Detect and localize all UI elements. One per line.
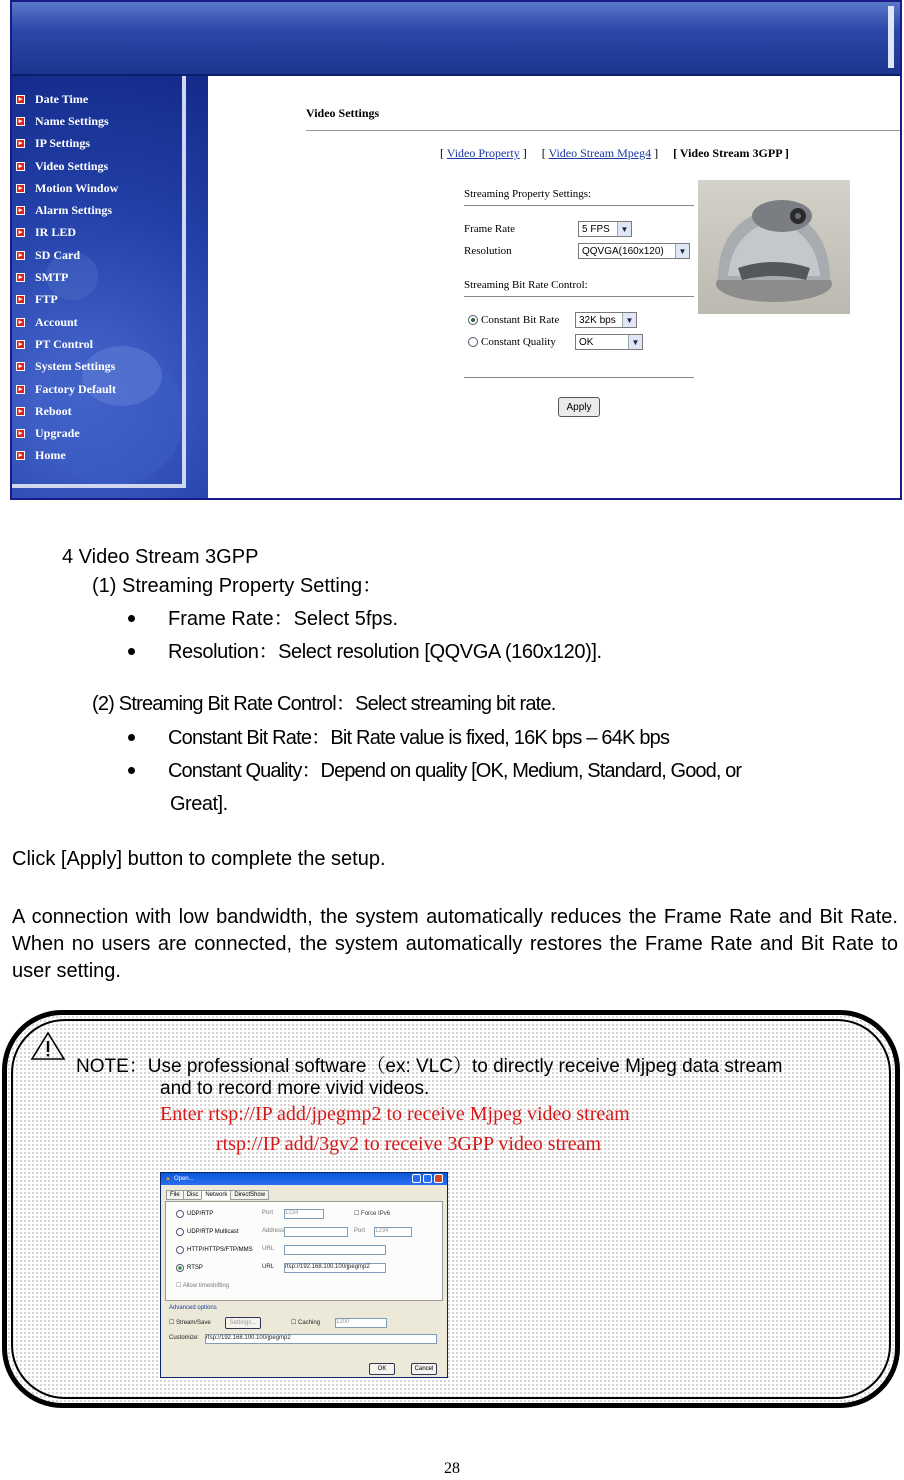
title-divider: [306, 130, 900, 131]
bit-rate-value: 32K bps: [579, 314, 616, 326]
resolution-label: Resolution: [464, 245, 512, 257]
arrow-icon: ▸: [16, 95, 25, 104]
sidebar-item-label: Name Settings: [35, 113, 109, 128]
radio-icon: [176, 1228, 184, 1236]
port-label: Port: [354, 1228, 366, 1234]
caching-label: Caching: [298, 1320, 321, 1326]
arrow-icon: ▸: [16, 340, 25, 349]
tab-video-stream-mpeg4[interactable]: Video Stream Mpeg4: [548, 146, 652, 160]
camera-illustration: [698, 180, 850, 314]
timeshift-checkbox[interactable]: ☐ Allow timeshifting: [176, 1283, 230, 1289]
arrow-icon: ▸: [16, 407, 25, 416]
option-label: HTTP/HTTPS/FTP/MMS: [187, 1247, 253, 1253]
frame-rate-row: [464, 218, 694, 240]
settings-button[interactable]: Settings...: [225, 1317, 261, 1329]
option-rtsp[interactable]: [176, 1264, 203, 1272]
arrow-icon: ▸: [16, 318, 25, 327]
resolution-value: QQVGA(160x120): [582, 245, 664, 257]
sidebar-item-label: SD Card: [35, 247, 81, 262]
bullet-resolution: Resolution：Select resolution [QQVGA (160x120)].: [168, 641, 602, 663]
sidebar-item-pt-control[interactable]: [16, 333, 118, 355]
camera-photo: [698, 180, 850, 314]
stream-save-checkbox[interactable]: ☐ Stream/Save: [169, 1320, 211, 1326]
tab-video-stream-3gpp[interactable]: [ Video Stream 3GPP ]: [673, 146, 789, 160]
sidebar-item-label: Video Settings: [35, 158, 109, 173]
quality-value: OK: [579, 336, 594, 348]
bullet-icon: [128, 767, 135, 774]
chevron-down-icon: ▼: [622, 313, 636, 327]
radio-icon: [176, 1246, 184, 1254]
frame-rate-label: Frame Rate: [464, 223, 516, 235]
ok-button[interactable]: OK: [369, 1363, 395, 1375]
sidebar-item-video-settings[interactable]: [16, 155, 118, 177]
maximize-icon[interactable]: [423, 1174, 432, 1183]
network-panel: [165, 1201, 443, 1301]
caching-checkbox[interactable]: ☐ Caching: [291, 1320, 321, 1326]
customize-label: Customize:: [169, 1335, 200, 1341]
arrow-icon: ▸: [16, 184, 25, 193]
sidebar-item-reboot[interactable]: [16, 400, 118, 422]
arrow-icon: ▸: [16, 139, 25, 148]
sidebar-item-label: PT Control: [35, 336, 93, 351]
sidebar-item-label: System Settings: [35, 359, 116, 374]
option-label: RTSP: [187, 1265, 203, 1271]
sidebar-item-label: Motion Window: [35, 180, 119, 195]
dialog-titlebar: [161, 1173, 447, 1185]
rtsp-3gpp-instruction: rtsp://IP add/3gv2 to receive 3GPP video stream: [216, 1133, 602, 1155]
cancel-button[interactable]: Cancel: [411, 1363, 437, 1375]
form-divider: [464, 296, 694, 297]
tab-disc[interactable]: Disc: [183, 1190, 203, 1200]
sidebar-item-label: Factory Default: [35, 381, 116, 396]
stream-save-label: Stream/Save: [176, 1320, 211, 1326]
sidebar-item-home[interactable]: [16, 445, 118, 467]
note-line-1: NOTE：Use professional software（ex: VLC）to directly receive Mjpeg data stream: [76, 1056, 783, 1077]
arrow-icon: ▸: [16, 273, 25, 282]
dialog-title: Open...: [173, 1176, 194, 1182]
sidebar-item-label: Alarm Settings: [35, 203, 112, 218]
sidebar-item-label: Account: [35, 314, 78, 329]
address-input[interactable]: [284, 1227, 348, 1237]
sidebar-item-label: SMTP: [35, 270, 69, 285]
chevron-down-icon: ▼: [617, 222, 631, 236]
vlc-open-dialog: [160, 1172, 448, 1378]
url-label: URL: [262, 1246, 275, 1252]
constant-quality-label: Constant Quality: [481, 336, 556, 348]
force-ipv6-label: Force IPv6: [361, 1211, 391, 1217]
arrow-icon: ▸: [16, 251, 25, 260]
advanced-options-heading: Advanced options: [169, 1305, 217, 1311]
resolution-row: [464, 240, 694, 262]
sidebar-item-alarm-settings[interactable]: [16, 199, 118, 221]
bullet-constant-quality-cont: Great].: [170, 793, 228, 815]
arrow-icon: ▸: [16, 429, 25, 438]
section-heading: 4 Video Stream 3GPP: [62, 546, 259, 568]
sidebar-item-label: Date Time: [35, 91, 89, 106]
arrow-icon: ▸: [16, 362, 25, 371]
sidebar-item-label: Upgrade: [35, 426, 80, 441]
sidebar-item-ir-led[interactable]: [16, 222, 118, 244]
frame-rate-value: 5 FPS: [582, 223, 610, 235]
sidebar-menu: [16, 88, 118, 467]
bandwidth-paragraph: A connection with low bandwidth, the system automatically reduces the Frame Rate and Bit Rate. When no users are connected, the system automatically restores the Frame Rate and Bit Rate to user setting.: [12, 906, 898, 982]
url-input[interactable]: [284, 1245, 386, 1255]
sidebar-item-account[interactable]: [16, 311, 118, 333]
tab-video-property[interactable]: Video Property: [446, 146, 520, 160]
bullet-constant-bit-rate: Constant Bit Rate：Bit Rate value is fixed, 16K bps – 64K bps: [168, 727, 670, 749]
arrow-icon: ▸: [16, 162, 25, 171]
option-udp-rtp-multicast[interactable]: [176, 1228, 238, 1236]
video-tabs: [ Video Property ] [ Video Stream Mpeg4 ] [ Video Stream 3GPP ]: [440, 146, 789, 160]
sidebar-item-sd-card[interactable]: [16, 244, 118, 266]
bullet-icon: [128, 734, 135, 741]
tab-network[interactable]: Network: [201, 1190, 231, 1200]
constant-quality-row: [464, 331, 694, 353]
warning-icon: [30, 1030, 66, 1062]
vlc-cone-icon: ▲: [165, 1176, 171, 1182]
bullet-icon: [128, 615, 135, 622]
port-input[interactable]: 1234: [284, 1209, 324, 1219]
page-number: 28: [444, 1460, 460, 1477]
constant-bit-rate-radio[interactable]: [468, 315, 478, 325]
camera-web-ui-screenshot: [10, 0, 902, 500]
bit-rate-select[interactable]: [575, 312, 637, 328]
apply-button[interactable]: Apply: [558, 397, 600, 417]
force-ipv6-checkbox[interactable]: ☐ Force IPv6: [354, 1211, 391, 1217]
sub-heading-1: (1) Streaming Property Setting：: [92, 575, 383, 597]
sidebar-item-ip-settings[interactable]: [16, 133, 118, 155]
dialog-tabs: [166, 1190, 268, 1200]
sidebar-divider: [182, 76, 186, 488]
constant-bit-rate-row: [464, 309, 694, 331]
sidebar: [12, 76, 208, 500]
tab-directshow[interactable]: DirectShow: [230, 1190, 269, 1200]
option-label: UDP/RTP Multicast: [187, 1229, 239, 1235]
bullet-constant-quality: Constant Quality：Depend on quality [OK, Medium, Standard, Good, or: [168, 760, 742, 782]
header-banner: [12, 2, 900, 76]
apply-instruction: Click [Apply] button to complete the setup.: [12, 848, 386, 870]
port-input[interactable]: 1234: [374, 1227, 412, 1237]
sidebar-bottom: [12, 484, 186, 488]
bitrate-heading: Streaming Bit Rate Control:: [464, 279, 588, 291]
minimize-icon[interactable]: [412, 1174, 421, 1183]
resolution-select[interactable]: [578, 243, 690, 259]
arrow-icon: ▸: [16, 295, 25, 304]
constant-quality-radio[interactable]: [468, 337, 478, 347]
form-divider: [464, 205, 694, 206]
banner-edge: [888, 6, 894, 68]
sidebar-item-label: FTP: [35, 292, 58, 307]
sidebar-item-factory-default[interactable]: [16, 378, 118, 400]
rtsp-url-input[interactable]: rtsp://192.168.100.100/jpegmp2: [284, 1263, 386, 1273]
streaming-property-heading: Streaming Property Settings:: [464, 188, 592, 200]
timeshift-label: Allow timeshifting: [182, 1283, 230, 1289]
radio-icon: [176, 1264, 184, 1272]
option-udp-rtp[interactable]: [176, 1210, 213, 1218]
arrow-icon: ▸: [16, 451, 25, 460]
rtsp-mjpeg-instruction: Enter rtsp://IP add/jpegmp2 to receive Mjpeg video stream: [160, 1103, 630, 1125]
sidebar-item-label: Reboot: [35, 403, 72, 418]
sidebar-item-ftp[interactable]: [16, 289, 118, 311]
note-line-2: and to record more vivid videos.: [160, 1078, 430, 1099]
sidebar-item-label: IR LED: [35, 225, 77, 240]
bullet-frame-rate: Frame Rate：Select 5fps.: [168, 608, 399, 630]
sidebar-item-smtp[interactable]: [16, 266, 118, 288]
chevron-down-icon: ▼: [675, 244, 689, 258]
radio-icon: [176, 1210, 184, 1218]
port-label: Port: [262, 1210, 274, 1216]
quality-select[interactable]: [575, 334, 643, 350]
arrow-icon: ▸: [16, 206, 25, 215]
frame-rate-select[interactable]: [578, 221, 632, 237]
bullet-icon: [128, 648, 135, 655]
arrow-icon: ▸: [16, 117, 25, 126]
sidebar-item-motion-window[interactable]: [16, 177, 118, 199]
option-label: UDP/RTP: [187, 1211, 214, 1217]
stream-settings-form: [464, 185, 694, 390]
sidebar-item-label: Home: [35, 448, 66, 463]
option-http[interactable]: [176, 1246, 253, 1254]
tab-file[interactable]: File: [166, 1190, 184, 1200]
chevron-down-icon: ▼: [628, 335, 642, 349]
address-label: Address: [262, 1228, 285, 1234]
arrow-icon: ▸: [16, 385, 25, 394]
constant-bit-rate-label: Constant Bit Rate: [481, 314, 560, 326]
sidebar-item-system-settings[interactable]: [16, 356, 118, 378]
page-title: Video Settings: [306, 106, 380, 120]
close-icon[interactable]: [434, 1174, 443, 1183]
sidebar-item-date-time[interactable]: [16, 88, 118, 110]
sidebar-item-upgrade[interactable]: [16, 422, 118, 444]
sidebar-item-label: IP Settings: [35, 136, 91, 151]
form-divider: [464, 377, 694, 378]
url-label: URL: [262, 1264, 275, 1270]
caching-input[interactable]: 1200: [335, 1318, 387, 1328]
sidebar-item-name-settings[interactable]: [16, 110, 118, 132]
arrow-icon: ▸: [16, 228, 25, 237]
sub-heading-2: (2) Streaming Bit Rate Control：Select streaming bit rate.: [92, 693, 556, 715]
customize-input[interactable]: rtsp://192.168.100.100/jpegmp2: [205, 1334, 437, 1344]
